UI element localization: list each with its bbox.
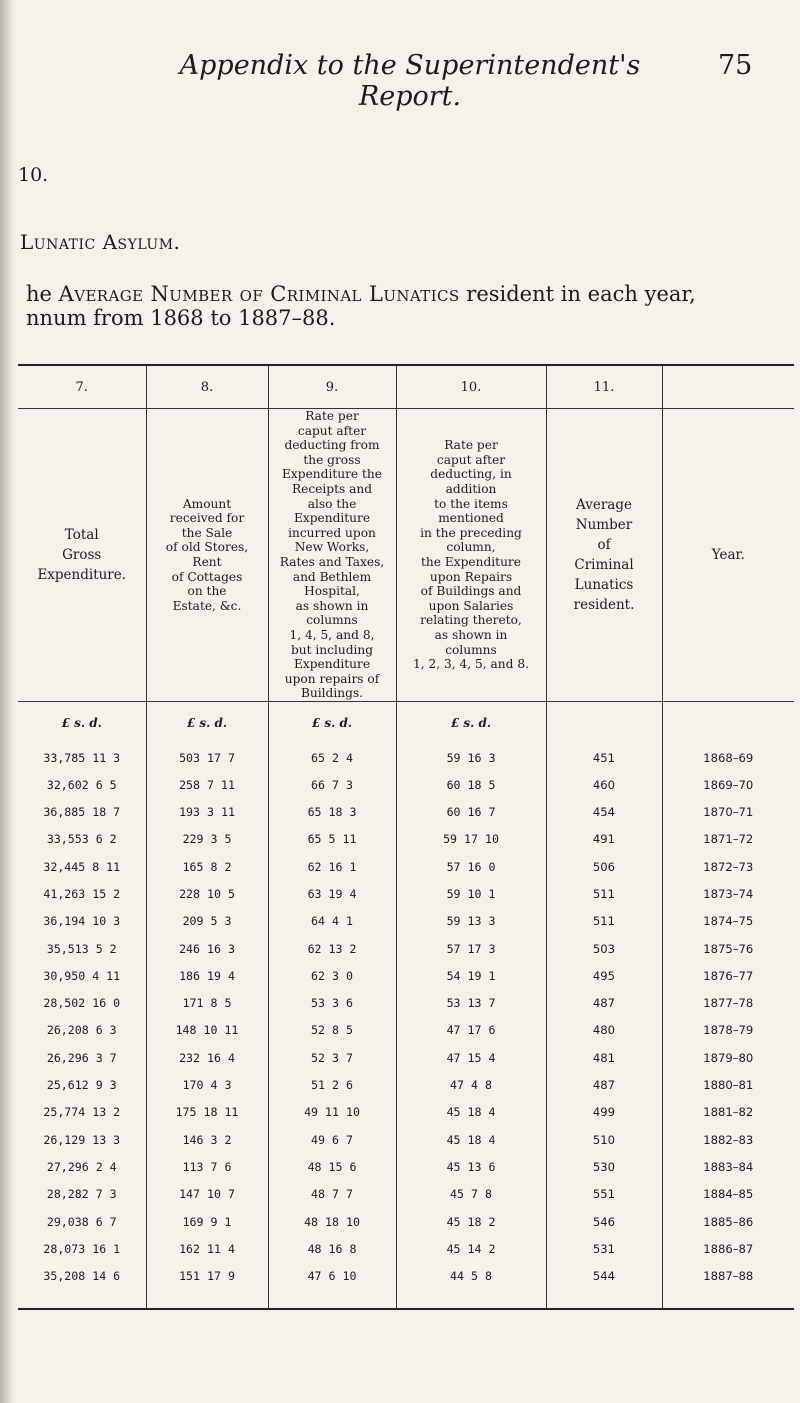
column-head-year: Year. [662, 409, 794, 702]
total-gross-cell: 29,038 6 7 [46, 1214, 117, 1229]
total-gross-cell: 28,073 16 1 [43, 1241, 121, 1256]
caption-line-2: nnum from 1868 to 1887–88. [26, 306, 336, 330]
table-row [18, 1126, 794, 1153]
year-cell: 1879–80 [662, 1044, 794, 1071]
column-number: 8. [146, 365, 268, 409]
caption-prefix: he [26, 282, 52, 306]
statistics-table [18, 364, 794, 1310]
average-number-cell: 487 [546, 990, 662, 1017]
rate-cell: 63 19 4 [268, 880, 396, 907]
table-row [18, 798, 794, 825]
part-number: 10. [18, 164, 49, 186]
caption-rest: resident in each year, [466, 282, 696, 306]
year-cell: 1870–71 [662, 798, 794, 825]
total-gross-cell: 33,785 11 3 [43, 750, 121, 765]
total-gross-cell: 25,612 9 3 [46, 1078, 117, 1093]
total-gross-cell: 32,445 8 11 [43, 859, 121, 874]
column-head-average-number: Average Number of Criminal Lunatics resident. [546, 409, 662, 702]
table-row [18, 880, 794, 907]
column-head-row [18, 409, 794, 702]
amount-received-cell: 113 7 6 [146, 1153, 268, 1180]
total-gross-cell: 32,602 6 5 [46, 777, 117, 792]
total-gross-cell: 26,208 6 3 [46, 1023, 117, 1038]
year-cell: 1882–83 [662, 1126, 794, 1153]
table-row [18, 935, 794, 962]
table-row [18, 1071, 794, 1098]
amount-received-cell: 151 17 9 [146, 1263, 268, 1290]
amount-received-cell: 147 10 7 [146, 1181, 268, 1208]
year-cell: 1884–85 [662, 1181, 794, 1208]
total-gross-cell: 28,282 7 3 [46, 1187, 117, 1202]
net-rate-cell: 60 18 5 [396, 771, 546, 798]
year-cell: 1875–76 [662, 935, 794, 962]
year-cell: 1871–72 [662, 826, 794, 853]
net-rate-cell: 47 15 4 [396, 1044, 546, 1071]
running-head: Appendix to the Superintendent's Report. [179, 50, 641, 112]
column-number [662, 365, 794, 409]
table-body [18, 701, 794, 1308]
rate-cell: 65 18 3 [268, 798, 396, 825]
net-rate-cell: 45 18 2 [396, 1208, 546, 1235]
unit-label: £ s. d. [61, 715, 102, 730]
column-head-amount-received: Amount received for the Sale of old Stores, Rent of Cottages on the Estate, &c. [146, 409, 268, 702]
year-cell: 1869–70 [662, 771, 794, 798]
net-rate-cell: 47 4 8 [396, 1071, 546, 1098]
year-cell: 1874–75 [662, 908, 794, 935]
amount-received-cell: 148 10 11 [146, 1017, 268, 1044]
total-gross-cell: 26,296 3 7 [46, 1050, 117, 1065]
rate-cell: 65 5 11 [268, 826, 396, 853]
net-rate-cell: 45 18 4 [396, 1099, 546, 1126]
table-row [18, 1263, 794, 1290]
year-cell: 1868–69 [662, 744, 794, 771]
rate-cell: 62 16 1 [268, 853, 396, 880]
table-bottom-cell [546, 1290, 662, 1309]
average-number-cell: 454 [546, 798, 662, 825]
column-number: 11. [546, 365, 662, 409]
rate-cell: 53 3 6 [268, 990, 396, 1017]
net-rate-cell: 45 7 8 [396, 1181, 546, 1208]
table-row [18, 826, 794, 853]
total-gross-cell: 30,950 4 11 [43, 968, 121, 983]
table-row [18, 990, 794, 1017]
amount-received-cell: 228 10 5 [146, 880, 268, 907]
page-number: 75 [718, 50, 753, 81]
table-row [18, 771, 794, 798]
table-row [18, 908, 794, 935]
average-number-cell: 495 [546, 962, 662, 989]
page-binding-shadow [0, 0, 14, 1403]
net-rate-cell: 60 16 7 [396, 798, 546, 825]
year-cell: 1881–82 [662, 1099, 794, 1126]
total-gross-cell: 25,774 13 2 [43, 1105, 121, 1120]
net-rate-cell: 57 16 0 [396, 853, 546, 880]
table-row [18, 1044, 794, 1071]
total-gross-cell: 33,553 6 2 [46, 832, 117, 847]
year-cell: 1886–87 [662, 1235, 794, 1262]
average-number-cell: 503 [546, 935, 662, 962]
total-gross-cell: 28,502 16 0 [43, 996, 121, 1011]
year-cell: 1873–74 [662, 880, 794, 907]
net-rate-cell: 57 17 3 [396, 935, 546, 962]
total-gross-cell: 41,263 15 2 [43, 887, 121, 901]
amount-received-cell: 193 3 11 [146, 798, 268, 825]
table-bottom-cell [396, 1290, 546, 1309]
rate-cell: 49 11 10 [268, 1099, 396, 1126]
unit-label [662, 701, 794, 744]
rate-cell: 62 13 2 [268, 935, 396, 962]
rate-cell: 48 7 7 [268, 1181, 396, 1208]
average-number-cell: 451 [546, 744, 662, 771]
average-number-cell: 481 [546, 1044, 662, 1071]
average-number-cell: 530 [546, 1153, 662, 1180]
amount-received-cell: 258 7 11 [146, 771, 268, 798]
amount-received-cell: 186 19 4 [146, 962, 268, 989]
rate-cell: 52 3 7 [268, 1044, 396, 1071]
rate-cell: 64 4 1 [268, 908, 396, 935]
average-number-cell: 506 [546, 853, 662, 880]
unit-label [546, 701, 662, 744]
unit-label: £ s. d. [396, 701, 546, 744]
year-cell: 1883–84 [662, 1153, 794, 1180]
total-gross-cell: 26,129 13 3 [43, 1132, 121, 1147]
net-rate-cell: 45 18 4 [396, 1126, 546, 1153]
net-rate-cell: 45 14 2 [396, 1235, 546, 1262]
rate-cell: 66 7 3 [268, 771, 396, 798]
net-rate-cell: 59 17 10 [396, 826, 546, 853]
column-head-rate-per-caput: Rate per caput after deducting from the gross Expenditure the Receipts and also the Expenditure incurred upon New Works, Rates and Taxes, and Bethlem Hospital, as shown in columns 1, 4, 5, and 8, but including Expenditure upon repairs of Buildings. [268, 409, 396, 702]
amount-received-cell: 169 9 1 [146, 1208, 268, 1235]
table-caption [26, 282, 796, 330]
amount-received-cell: 170 4 3 [146, 1071, 268, 1098]
unit-label: £ s. d. [268, 701, 396, 744]
amount-received-cell: 229 3 5 [146, 826, 268, 853]
average-number-cell: 511 [546, 880, 662, 907]
amount-received-cell: 171 8 5 [146, 990, 268, 1017]
table-row [18, 1099, 794, 1126]
column-number: 9. [268, 365, 396, 409]
net-rate-cell: 54 19 1 [396, 962, 546, 989]
table-bottom-cell [662, 1290, 794, 1309]
column-number-row [18, 365, 794, 409]
year-cell: 1887–88 [662, 1263, 794, 1290]
rate-cell: 49 6 7 [268, 1126, 396, 1153]
amount-received-cell: 232 16 4 [146, 1044, 268, 1071]
table-bottom-cell [18, 1290, 146, 1309]
section-heading: Lunatic Asylum. [20, 230, 181, 254]
total-gross-cell: 36,885 18 7 [43, 805, 121, 820]
average-number-cell: 499 [546, 1099, 662, 1126]
amount-received-cell: 503 17 7 [146, 744, 268, 771]
net-rate-cell: 59 13 3 [396, 908, 546, 935]
average-number-cell: 511 [546, 908, 662, 935]
column-number: 10. [396, 365, 546, 409]
average-number-cell: 460 [546, 771, 662, 798]
rate-cell: 52 8 5 [268, 1017, 396, 1044]
year-cell: 1872–73 [662, 853, 794, 880]
table-row [18, 962, 794, 989]
year-cell: 1885–86 [662, 1208, 794, 1235]
rate-cell: 48 15 6 [268, 1153, 396, 1180]
table-bottom-rule [18, 1290, 794, 1309]
table-bottom-cell [268, 1290, 396, 1309]
table-row [18, 1181, 794, 1208]
net-rate-cell: 59 10 1 [396, 880, 546, 907]
year-cell: 1878–79 [662, 1017, 794, 1044]
average-number-cell: 510 [546, 1126, 662, 1153]
total-gross-cell: 27,296 2 4 [46, 1159, 117, 1174]
average-number-cell: 491 [546, 826, 662, 853]
rate-cell: 47 6 10 [268, 1263, 396, 1290]
rate-cell: 51 2 6 [268, 1071, 396, 1098]
amount-received-cell: 162 11 4 [146, 1235, 268, 1262]
average-number-cell: 480 [546, 1017, 662, 1044]
average-number-cell: 487 [546, 1071, 662, 1098]
rate-cell: 48 16 8 [268, 1235, 396, 1262]
amount-received-cell: 209 5 3 [146, 908, 268, 935]
net-rate-cell: 45 13 6 [396, 1153, 546, 1180]
net-rate-cell: 59 16 3 [396, 744, 546, 771]
rate-cell: 48 18 10 [268, 1208, 396, 1235]
amount-received-cell: 175 18 11 [146, 1099, 268, 1126]
table-row [18, 744, 794, 771]
net-rate-cell: 53 13 7 [396, 990, 546, 1017]
total-gross-cell: 36,194 10 3 [43, 914, 121, 929]
unit-label: £ s. d. [146, 701, 268, 744]
average-number-cell: 531 [546, 1235, 662, 1262]
net-rate-cell: 47 17 6 [396, 1017, 546, 1044]
table-row [18, 1153, 794, 1180]
year-cell: 1876–77 [662, 962, 794, 989]
net-rate-cell: 44 5 8 [396, 1263, 546, 1290]
amount-received-cell: 146 3 2 [146, 1126, 268, 1153]
caption-smallcaps: Average Number of Criminal Lunatics [58, 282, 460, 306]
table-row [18, 853, 794, 880]
rate-cell: 62 3 0 [268, 962, 396, 989]
year-cell: 1877–78 [662, 990, 794, 1017]
table-row [18, 1235, 794, 1262]
rate-cell: 65 2 4 [268, 744, 396, 771]
total-gross-cell: 35,513 5 2 [46, 941, 117, 956]
column-head-rate-per-caput-net: Rate per caput after deducting, in addition to the items mentioned in the preceding column, the Expenditure upon Repairs of Buildings and upon Salaries relating thereto, as shown in columns 1, 2, 3, 4, 5, and 8. [396, 409, 546, 702]
column-number: 7. [18, 365, 146, 409]
average-number-cell: 551 [546, 1181, 662, 1208]
units-row [18, 701, 794, 744]
table-row [18, 1017, 794, 1044]
average-number-cell: 544 [546, 1263, 662, 1290]
year-cell: 1880–81 [662, 1071, 794, 1098]
table-row [18, 1208, 794, 1235]
column-head-total-gross: Total Gross Expenditure. [18, 409, 146, 702]
amount-received-cell: 165 8 2 [146, 853, 268, 880]
total-gross-cell: 35,208 14 6 [43, 1269, 121, 1284]
table-bottom-cell [146, 1290, 268, 1309]
amount-received-cell: 246 16 3 [146, 935, 268, 962]
average-number-cell: 546 [546, 1208, 662, 1235]
